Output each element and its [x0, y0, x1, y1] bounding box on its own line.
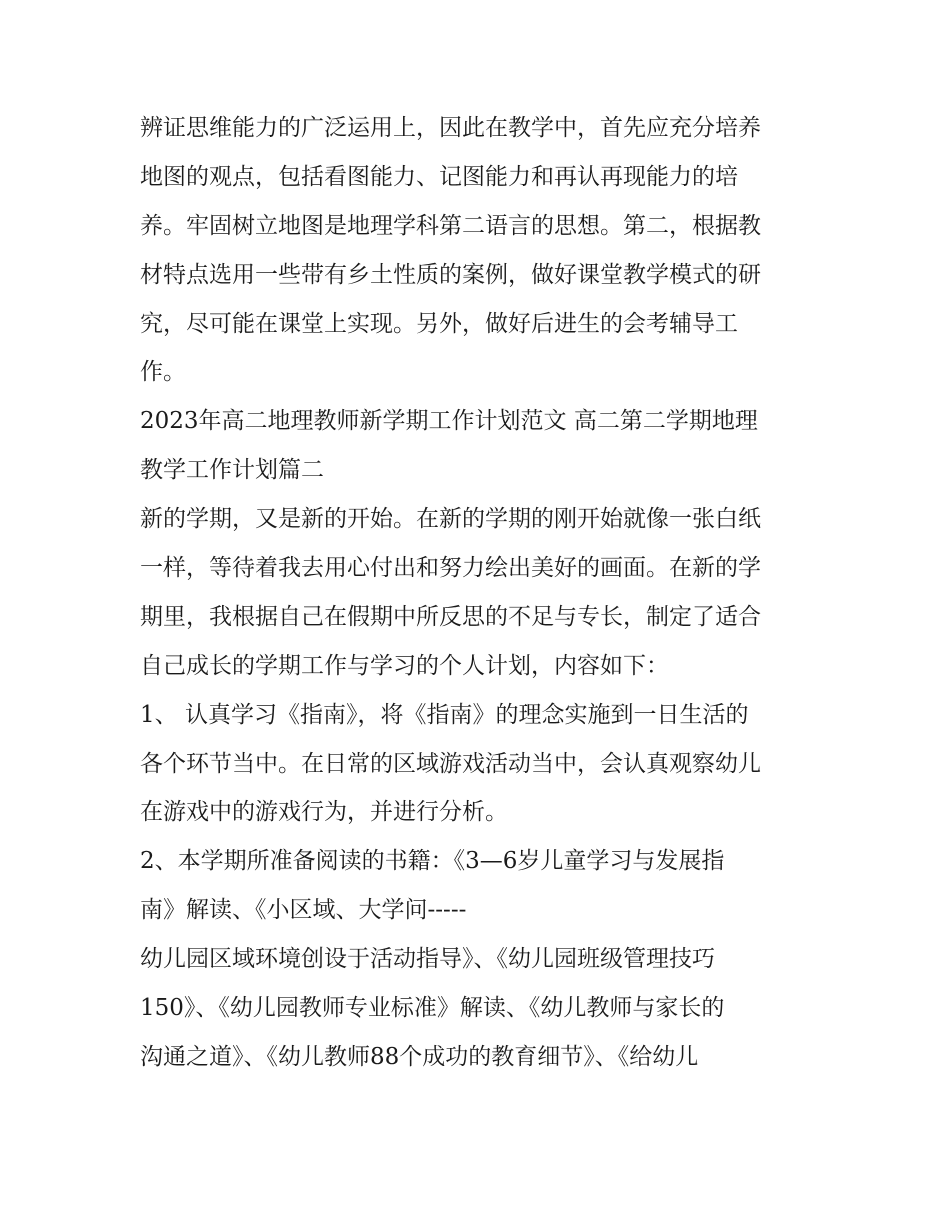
body-text — [140, 104, 820, 1082]
section-heading-line: 教学工作计划篇二 — [140, 457, 324, 484]
list-item-line: 150》、《幼儿园教师专业标准》解读、《幼儿教师与家长的 — [140, 995, 725, 1022]
text-line: 辨证思维能力的广泛运用上，因此在教学中，首先应充分培养 — [140, 115, 761, 141]
list-item-line: 各个环节当中。在日常的区域游戏活动当中，会认真观察幼儿 — [140, 750, 761, 777]
text-line: 一样，等待着我去用心付出和努力绘出美好的画面。在新的学 — [140, 555, 761, 582]
text-line: 作。 — [140, 359, 186, 386]
list-item-line: 1、 认真学习《指南》，将《指南》的理念实施到一日生活的 — [140, 701, 749, 728]
section-heading-line: 2023年高二地理教师新学期工作计划范文 高二第二学期地理 — [140, 408, 758, 435]
text-line: 期里，我根据自己在假期中所反思的不足与专长，制定了适合 — [140, 603, 761, 630]
text-line: 材特点选用一些带有乡土性质的案例，做好课堂教学模式的研 — [140, 261, 761, 288]
text-line: 养。牢固树立地图是地理学科第二语言的思想。第二，根据教 — [140, 212, 761, 239]
text-line: 地图的观点，包括看图能力、记图能力和再认再现能力的培 — [140, 163, 738, 190]
list-item-line: 2、本学期所准备阅读的书籍：《3—6岁儿童学习与发展指 — [140, 848, 725, 875]
list-item-line: 沟通之道》、《幼儿教师88个成功的教育细节》、《给幼儿 — [140, 1043, 699, 1070]
text-line: 究，尽可能在课堂上实现。另外，做好后进生的会考辅导工 — [140, 310, 738, 337]
text-line: 自己成长的学期工作与学习的个人计划，内容如下： — [140, 652, 669, 679]
list-item-line: 在游戏中的游戏行为，并进行分析。 — [140, 799, 508, 826]
list-item-line: 南》解读、《小区域、大学问----- — [140, 897, 467, 924]
list-item-line: 幼儿园区域环境创设于活动指导》、《幼儿园班级管理技巧 — [140, 946, 715, 973]
text-line: 新的学期，又是新的开始。在新的学期的刚开始就像一张白纸 — [140, 506, 761, 533]
